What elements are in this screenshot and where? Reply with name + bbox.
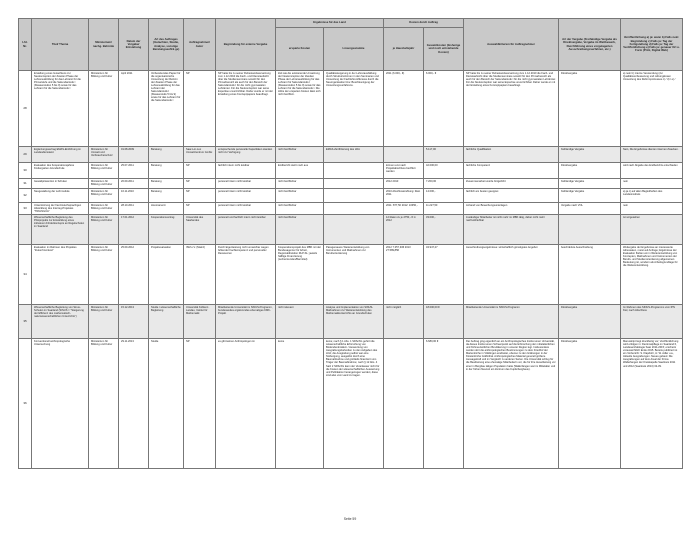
cell-nr: 29 [19, 147, 32, 163]
cell-ausw: fachliche Qualifikation [464, 147, 559, 163]
cell-datum: 16.11.2010 [119, 189, 149, 203]
table-row [19, 305, 683, 339]
cell-hh: können erst nach Projektabschluss beziffert werden [384, 163, 424, 179]
cell-min: Ministerium für Bildung und Kultur [89, 203, 119, 215]
cell-begr: personell intern nicht leistbar [216, 179, 276, 189]
header-lfd: Lfd. Nr. [19, 19, 32, 71]
cell-an: Universität Koblenz-Landau, Institut für Mathematik [184, 305, 216, 339]
page-number: Seite 59 [343, 517, 357, 521]
cell-veroe: wird nach Abgabe des Endberichts entschieden [621, 163, 683, 179]
cell-titel: Erstellung eines Gutachtens zur Neukonzeption der Zweiten Phase der Lehrerausbildung für das Lehramt für die Primarstufe und die Sekundarstufe I (Klassenstufen 5 bis 9) sowie für das Lehramt für die Sekundarstufe I [32, 71, 89, 147]
cell-an: NP [184, 203, 216, 215]
cell-ausw: fachliche Kompetenz [464, 163, 559, 179]
cell-loes [324, 203, 384, 215]
table-body [19, 71, 683, 469]
cell-nr: 28 [19, 71, 32, 147]
cell-art: Beratung [149, 179, 184, 189]
cell-ges: 6.000,- € [424, 71, 464, 147]
cell-titel: Ergänzungsvertrag EMAS-Einführung im Landesdienstamt [32, 147, 89, 163]
header-auftragnehmer: Auftragnehmer/ Autor [184, 19, 216, 71]
table-row [19, 189, 683, 203]
cell-art: Projektevaluation [149, 245, 184, 305]
cell-nr: 33 [19, 203, 32, 215]
cell-art: Beratung [149, 189, 184, 203]
cell-an: NP [184, 71, 216, 147]
cell-nr: 31 [19, 179, 32, 189]
cell-hh: nicht möglich [384, 305, 424, 339]
cell-erspart: nicht bezifferbar [276, 189, 324, 203]
cell-nr [19, 215, 32, 245]
cell-veroe: nein [621, 203, 683, 215]
cell-datum: April 2011 [119, 71, 149, 147]
cell-verg: freihändige Vergabe [559, 189, 621, 203]
table-header [19, 19, 683, 71]
cell-min: Ministerium für Bildung und Kultur [89, 215, 119, 245]
cell-an: ISM e.V. (Mainz) [184, 245, 216, 305]
cell-art: Beratung [149, 147, 184, 163]
cell-loes [324, 189, 384, 203]
header-loesung: Lösungsansätze [324, 28, 384, 71]
document-page [18, 18, 682, 469]
cell-titel: Neugestaltung der Lehrmodule [32, 189, 89, 203]
cell-begr: es gibt keinen Anthropologen im [216, 339, 276, 469]
cell-an: NP [184, 163, 216, 179]
cell-verg: Vergabe nach VOL [559, 203, 621, 215]
cell-ges: 14.000,- [424, 189, 464, 203]
cell-ausw: Mitarbeitende Universität im SINUS-Programm [464, 305, 559, 339]
cell-ges: 5.117,00 [424, 147, 464, 163]
cell-begr: Mitarbeitende Universität im SINUS-Programm, bundesweites ergänzendes ehemaliges KMK-Projekt [216, 305, 276, 339]
cell-an: NP [184, 189, 216, 203]
cell-min: Ministerium für Bildung und Kultur [89, 245, 119, 305]
cell-nr: 30 [19, 163, 32, 179]
header-gesamt: Gesamtkosten (bisherige und noch entstehende Kosten) [424, 28, 464, 71]
cell-an: NP [184, 179, 216, 189]
cell-titel: Konventionell anthropologische Untersuchung [32, 339, 89, 469]
cell-verg: beschränkte Ausschreibung [559, 245, 621, 305]
cell-hh: 2012 2013 [384, 179, 424, 189]
cell-an: Saar-Lor-Lux Umweltzentrum GmbH [184, 147, 216, 163]
cell-datum: 01.08.2009 [119, 147, 149, 163]
cell-begr: personell intern nicht leistbar [216, 203, 276, 215]
cell-datum: 29.11.2013 [119, 339, 149, 469]
cell-nr: 35 [19, 305, 32, 339]
cell-datum: 17.01.2012 [119, 215, 149, 245]
cell-ausw: Anhand von Bewerbungsunterlagen [464, 203, 559, 215]
cell-begr: NP hatte bis zu seiner Ruhestandsversetzung zum 1.12.2010 die Fach- und Dienstaufsicht über die Studienseminare sowohl für den Primarbereich als auch für den Bereich der Sekundarstufe I für die nicht gymnasialen Lehrämter. Für die Neukonzeption war seine Expertise unverzichtbar. Daher wurde er mit der Erstellung eines Konzeptpapiers beauftragt. [216, 71, 276, 147]
table-row [19, 147, 683, 163]
header-haushalt: je Haushaltsjahr [384, 28, 424, 71]
table-row [19, 71, 683, 147]
cell-nr: 32 [19, 189, 32, 203]
cell-begr: Durch Eigenleistung nicht umsetzbar wegen fehlender Fachkompetenz und personeller Ressourcen [216, 245, 276, 305]
cell-loes: Qualitätssteigerung in der Lehrerausbildung durch Strukturreformen in den Seminaren und Umsetzung der Fachlehreroffensive durch die Neuorganisation bzw. Beschleunigung der Umsetzungsverfahrens. [324, 71, 384, 147]
cell-verg: Direktvergabe [559, 71, 621, 147]
cell-datum: 28.10.2011 [119, 203, 149, 215]
cell-min: Ministerium für Bildung und Kultur [89, 163, 119, 179]
cell-min: Ministerium für Bildung und Kultur [89, 179, 119, 189]
cell-veroe: Manuskript liegt druckfertig vor; Veröffentlichung wird erfolgen in: Denkmalpflege im Saarland 6, Landesarchäologie Saar 2011-2015; erscheint voraussichtlich Ende 2015. Bereits publiziert ist ein Vorbericht: S. Klapdohr, in: W. Adler u.a., Aktuelle Ausgrabungen. Neues gebaut: Die Ausgrabungen auf dem Areal der Firma Wallerfangen der Kreiskapelle Saarlouis 2011 und 2012 (Saarlouis 2013) 32-39. [621, 339, 683, 469]
cell-datum: 25.07.2011 [119, 163, 149, 179]
cell-erspart: Zeit wie die existierende Umsetzung der Neukonzeption der Zweiten Phase der Lehrerausbildung für das Lehramt für Sekundarstufe I (Klassenstufen 5 bis 9) sowie für das Lehramt für die Sekundarstufe I. Die Höhe der ersparten Kosten lässt sich nicht beziffern. [276, 71, 324, 147]
cell-loes: EMAS-Zertifizierung des LDA [324, 147, 384, 163]
cell-loes: keine; nach § 1 Abs. 1 SDSchG gehört die wissenschaftliche Erforschung von Bodendenkmälern / Auswertung von Ausgrabungsbefunden zu den Aufgaben des LDA; die Ausgrabung selbst war eine Notbergung, ausgelöst durch eine Baumaßnahme und großteils finanziert vom Träger der Baumaßnahme; nach § 12 Abs. 4 Satz 2 SDSchG kann der Veranlasser nicht für die Kosten der wissenschaftlichen Auswertung und Publikation herangezogen werden; diese sind also vom Land zu tragen. [324, 339, 384, 469]
header-ministerium: Ministerium/ nachg. Behörde [89, 19, 119, 71]
cell-art: Honorarvertr. [149, 203, 184, 215]
cell-titel: Evaluation im Rahmen des Projektes "Zukunft konkret" [32, 245, 89, 305]
cell-titel: Wissenschaftliche Begleitung von Sinus-Schulen im Saarland (SINUS = "Steigerung der Effizienz des mathematisch-naturwissenschaftlichen Unterrichts") [32, 305, 89, 339]
cell-ges: 7.200,00 [424, 179, 464, 189]
header-ersparte: ersparte Kosten [276, 28, 324, 71]
cell-ausw: fachlich am besten geeignet [464, 189, 559, 203]
cell-verg: Direktvergabe [559, 339, 621, 469]
cell-an: Universität des Saarlandes [184, 215, 216, 245]
cell-datum: 25.09.2012 [119, 245, 149, 305]
cell-ges: 34.947,27 [424, 245, 464, 305]
cell-min: Ministerium für Bildung und Kultur [89, 305, 119, 339]
cell-titel: Unterstützung der französischsprachigen Abwicklung des Interreg-Projektes "TRILINGUA" [32, 203, 89, 215]
cell-ausw: Zusammenarbeit wurde fortgeführt [464, 179, 559, 189]
cell-veroe: a) ja c) auf allen Begleitheften des Landesinstituts [621, 189, 683, 203]
header-vergabeart: Art der Vergabe (Freihändige Vergabe als Direktvergabe, Vergabe im Wettbewerb, Durchführung eines vorgelagerten Ausschreibungsverfahren, etc.) [559, 19, 621, 71]
cell-ges: 11.227,50 [424, 203, 464, 215]
cell-titel: Gewaltprävention in Schulen [32, 179, 89, 189]
cell-begr: personell intern nicht leistbar [216, 189, 276, 203]
cell-nr: 36 [19, 339, 32, 469]
cell-erspart: nicht bezifferbar [276, 179, 324, 189]
table-row [19, 179, 683, 189]
cell-ges: 42.000,00 [424, 163, 464, 179]
cell-loes: Passgenauere Weiterentwicklung von Instrumenten und Maßnahmen zur Berufsorientierung [324, 245, 384, 305]
table-row [19, 163, 683, 179]
cell-loes [324, 163, 384, 179]
cell-art: Studie [149, 339, 184, 469]
header-titel: Titel/ Thema [32, 19, 89, 71]
cell-hh: 12 Raten zu je 2750,- € in 2012 [384, 215, 424, 245]
cell-min: Ministerium für Bildung und Kultur [89, 339, 119, 469]
cell-veroe: ist vorgesehen [621, 215, 683, 245]
cell-hh: 2011: 877,50 2012: 10350,- [384, 203, 424, 215]
cell-hh [384, 147, 424, 163]
cell-verg: Direktvergabe [559, 305, 621, 339]
cell-ausw: NP hatte bis zu seiner Ruhestandsversetzung zum 1.12.2010 die Fach- und Dienstaufsicht über die Studienseminare sowohl für den Primarbereich als auch für den Bereich der Sekundarstufe I für die nicht gymnasialen Lehrämter. Für die Neukonzeption war seine Expertise unverzichtbar. Daher wurde er mit der Erstellung eines Konzeptpapiers beauftragt. [464, 71, 559, 147]
cell-veroe: Weitergabe der Ergebnisse an interessierte Adressaten, meist auf Anfrage; Ergebnisse der Evaluation fließen ein in Weiterentwicklung von Konzepten, Maßnahmen und Instrumenten der Berufs- und Studienorientierung allgemeinen Bedeutung ist, sondern als Arbeitsgrundlage für die Weiterentwicklung. [621, 245, 683, 305]
cell-erspart: nicht relevant [276, 305, 324, 339]
cell-loes [324, 215, 384, 245]
cell-begr: fachlich intern nicht leistbar [216, 163, 276, 179]
cell-min: Ministerium für Bildung und Kultur [89, 189, 119, 203]
cell-erspart: Kooperationsprojekt des MBK mit der Bundesagentur für Arbeit, Regionaldirektion RLP-SL; jeweils hälftige Finanzierung (Lehrerstunden/Barmittel) [276, 245, 324, 305]
cell-loes [324, 179, 384, 189]
cell-verg: Direktvergabe [559, 163, 621, 179]
cell-hh: 2012 7.357,33€ 2013 27.589,85€ [384, 245, 424, 305]
cell-begr: personell und fachlich intern nicht leistbar [216, 215, 276, 245]
table-row [19, 215, 683, 245]
cell-veroe: nein [621, 179, 683, 189]
cell-hh: 2010 Abschlusszahlung: Rest 2011 [384, 189, 424, 203]
cell-art: Beratung [149, 163, 184, 179]
cell-erspart: nicht bezifferbar [276, 147, 324, 163]
cell-veroe: Nein, Die Ergebnisse dienten internen Zwecken. [621, 147, 683, 163]
cell-verg [559, 215, 621, 245]
table-row [19, 203, 683, 215]
cell-erspart: keine [276, 339, 324, 469]
cell-ausw: Der Auftrag ging eigentlich an ein Anthropologisches Institut einer Universität, da dieses Institut einen Schwerpunkt auf die Erforschung der mittelalterlichen und frühneuzeitlichen Bevölkerung in unserer Region legt. Insbesondere wurden dort die anthropologischen Bestimmungen zu dem Friedhof der Marienkirche in Völklingen erarbeitet, ebenso zu den Gräbungen in der Klosterkirche Gräfinthal. Anthropologisches Material generell größere Aussagekraft und im Vergleich zu anderen Serien. Die Universität schlug für die Bearbeitung eine ehemalige Mitarbeiterin vor, die für ihre Ausarbeitung vor einer in Bergbau tätigen Population hatte (Wallerfangen war im Mittelalter und in der frühen Neuzeit ein Zentrum des Kupferbergbaus). [464, 339, 559, 469]
cell-hh [384, 339, 424, 469]
report-table [18, 18, 683, 469]
header-begruendung: Begründung für externe Vergabe [216, 19, 276, 71]
header-datum: Datum der Vergabe/ Entstehung [119, 19, 149, 71]
header-group-ergebnisse: Ergebnisse für das Land [276, 19, 384, 28]
cell-art: Studie / wissenschaftliche Begleitung [149, 305, 184, 339]
cell-ausw: Ausschreibungsergebnisse: wirtschaftlich günstigstes Angebot [464, 245, 559, 305]
header-group-kosten: Kosten durch Auftrag [384, 19, 464, 28]
cell-min: Ministerium für Bildung und Kultur [89, 71, 119, 147]
cell-loes: Analyse und Implementation von SINUS-Maßnahmen zur Weiterentwicklung des Mathematikunterrichts an Grundschulen [324, 305, 384, 339]
header-auswahl: Auswahlkriterien für Auftragnehmer [464, 19, 559, 71]
cell-ausw: zuständiger Mitarbeiter ist nicht mehr im MBK tätig, daher nicht mehr nachvollziehbar [464, 215, 559, 245]
header-veroeffentlichung: Veröffentlichung a) ja: wann b) Falls nein: Begründung c) Falls ja: Tag der Fertigstellung d) Falls ja: Tag der Veröffentlichung e) Falls ja: genauer Ort u. Form (Print, Digital Web) [621, 19, 683, 71]
cell-an: NP [184, 339, 216, 469]
cell-verg: freihändige Vergabe [559, 179, 621, 189]
cell-erspart: nicht bezifferbar [276, 203, 324, 215]
cell-ges: 33.000,- [424, 215, 464, 245]
cell-hh: 2011 (6.000,- €) [384, 71, 424, 147]
cell-erspart: nicht bezifferbar [276, 215, 324, 245]
cell-ges: 18.000,00 € [424, 305, 464, 339]
cell-veroe: a) nein b) interne Verwendung (zur Qualitätsverbesserung und reibungslosen Umsetzung des Reformprozesses c) / d) / e) / [621, 71, 683, 147]
cell-begr: entsprechende personelle Kapazitäten standen nicht zur Verfügung [216, 147, 276, 163]
cell-art: Kooperationsvertrag [149, 215, 184, 245]
cell-titel: Wissenschaftliche Begleitung des Pilotprojekts zur Entwicklung eines inklusiven Förderkonzepts an Regelschulen im Saarland [32, 215, 89, 245]
cell-min: Ministerium für Umwelt und Verbraucherschutz [89, 147, 119, 163]
table-row [19, 245, 683, 305]
table-row [19, 339, 683, 469]
cell-ges: 6.680,00 € [424, 339, 464, 469]
cell-art: Vorbereitendes Papier für die organisatorische Umsetzung der Reform der Zweiten Phase der Lehrerausbildung für das Lehramt der Sekundarstufe I (Klassenstufe 5 bis 9) sowie für das Lehramt für die Sekundarstufe I [149, 71, 184, 147]
cell-verg: freihändige Vergabe [559, 147, 621, 163]
cell-veroe: Im Rahmen des SINUS-Programms vom IPN Kiel, nach Abschluss [621, 305, 683, 339]
header-art: Art des Auftrages (Gutachten, Studie, Analyse, sonstige Beratungsaufträ ge) [149, 19, 184, 71]
cell-titel: Evaluation des Kooperationsjahres Kindergarten-Grundschule [32, 163, 89, 179]
cell-nr: 34 [19, 245, 32, 305]
cell-datum: 15.12.2013 [119, 305, 149, 339]
cell-erspart: Endbericht steht noch aus [276, 163, 324, 179]
cell-datum: 20.09.2011 [119, 179, 149, 189]
